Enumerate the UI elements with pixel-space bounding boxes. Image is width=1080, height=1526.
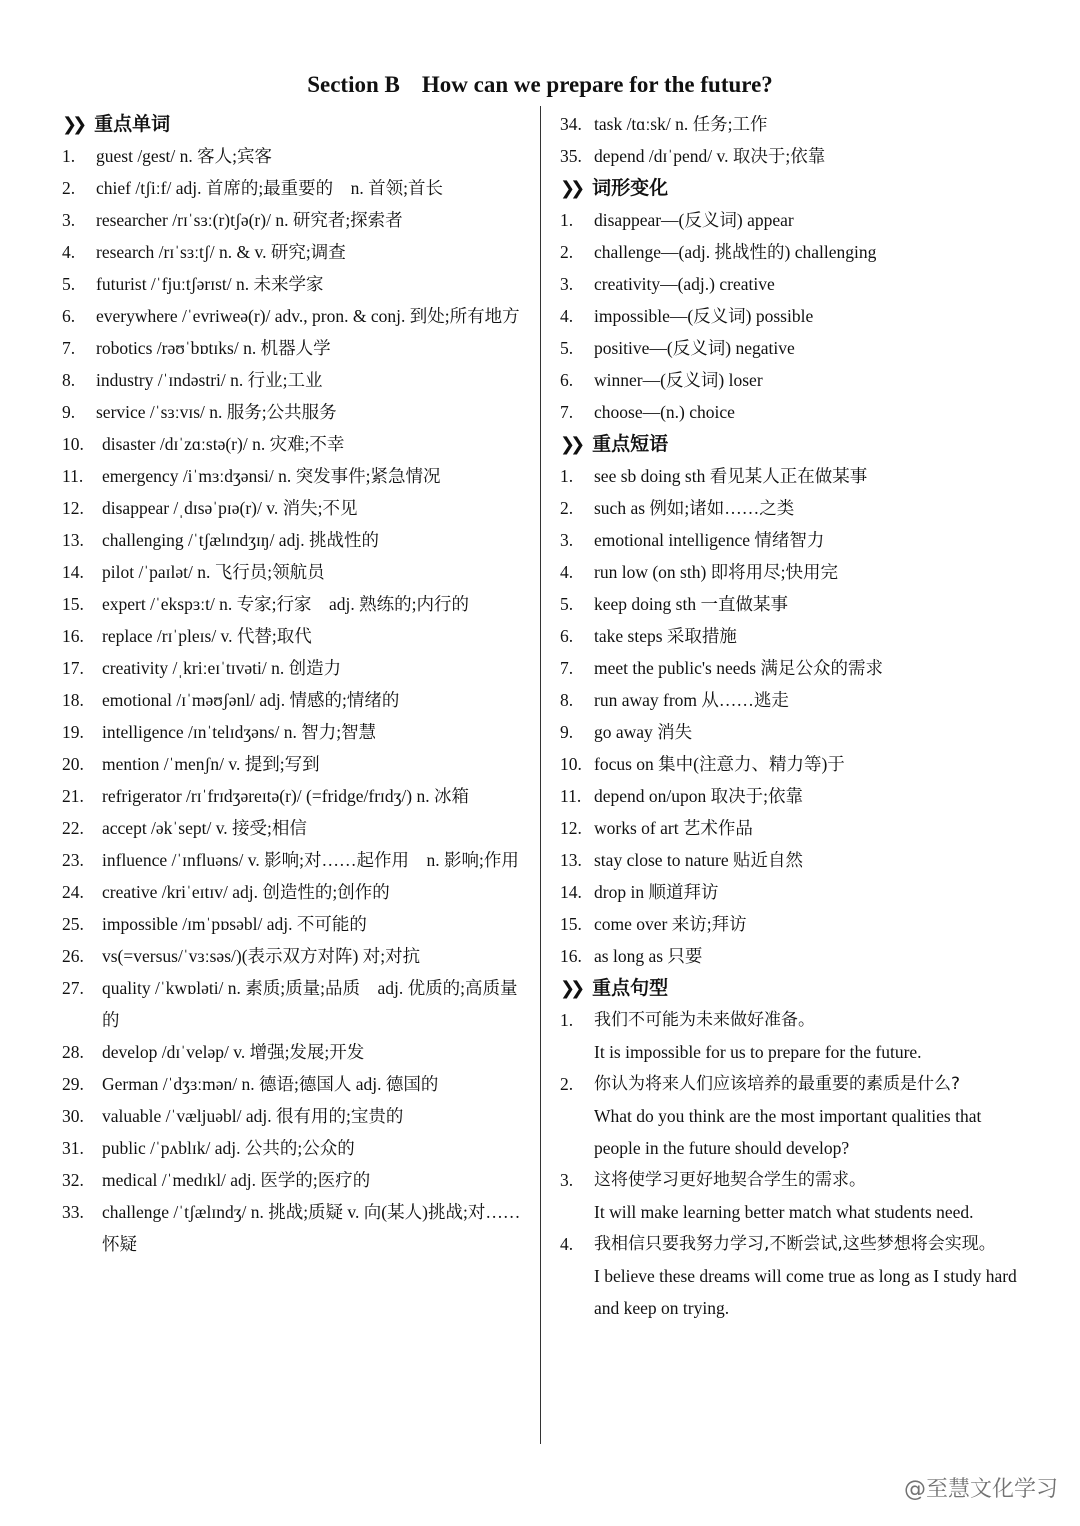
vocab-entry [62, 652, 524, 684]
entry-text: emotional intelligence 情绪智力 [594, 530, 825, 550]
entry-number: 13. [62, 530, 84, 550]
entry-number: 24. [62, 882, 84, 902]
forms-heading [560, 172, 1022, 204]
entry-text: emergency /iˈmɜːdʒənsi/ n. 突发事件;紧急情况 [102, 466, 441, 486]
sentence-chinese: 这将使学习更好地契合学生的需求。 [594, 1170, 866, 1190]
entry-number: 11. [560, 786, 582, 806]
form-entry [560, 396, 1022, 428]
entry-text: mention /ˈmenʃn/ v. 提到;写到 [102, 754, 320, 774]
sentences-list [560, 1004, 1022, 1324]
entry-text: challenge—(adj. 挑战性的) challenging [594, 242, 877, 262]
entry-text: replace /rɪˈpleɪs/ v. 代替;取代 [102, 626, 312, 646]
entry-text: disappear—(反义词) appear [594, 210, 794, 230]
entry-text: accept /əkˈsept/ v. 接受;相信 [102, 818, 307, 838]
entry-number: 11. [62, 466, 84, 486]
entry-text: take steps 采取措施 [594, 626, 737, 646]
entry-number: 4. [62, 242, 76, 262]
entry-number: 9. [62, 402, 76, 422]
vocab-entry [62, 268, 524, 300]
entry-number: 8. [560, 690, 574, 710]
forms-heading-label: 词形变化 [592, 177, 669, 199]
entry-number: 4. [560, 562, 574, 582]
vocab-entry [62, 396, 524, 428]
double-chevron-icon: ❯❯ [560, 978, 581, 999]
phrases-heading [560, 428, 1022, 460]
vocab-entry [62, 940, 524, 972]
entry-text: medical /ˈmedɪkl/ adj. 医学的;医疗的 [102, 1170, 371, 1190]
entry-text: public /ˈpʌblɪk/ adj. 公共的;公众的 [102, 1138, 355, 1158]
entry-number: 1. [560, 210, 574, 230]
form-entry [560, 332, 1022, 364]
entry-text: influence /ˈɪnfluəns/ v. 影响;对……起作用 n. 影响;作用 [102, 850, 519, 870]
vocab-entry [62, 1068, 524, 1100]
vocab-entry [62, 1036, 524, 1068]
entry-text: vs(=versus/ˈvɜːsəs/)(表示双方对阵) 对;对抗 [102, 946, 421, 966]
entry-text: such as 例如;诸如……之类 [594, 498, 795, 518]
vocab-entry [62, 716, 524, 748]
vocab-list [62, 140, 524, 1260]
entry-number: 1. [560, 1010, 574, 1030]
vocab-entry [560, 108, 1022, 140]
entry-text: run away from 从……逃走 [594, 690, 789, 710]
entry-text: creative /kriˈeɪtɪv/ adj. 创造性的;创作的 [102, 882, 390, 902]
phrase-entry [560, 876, 1022, 908]
phrase-entry [560, 940, 1022, 972]
entry-number: 14. [62, 562, 84, 582]
phrase-entry [560, 524, 1022, 556]
entry-text: choose—(n.) choice [594, 402, 735, 422]
vocab-entry [62, 236, 524, 268]
entry-text: task /tɑːsk/ n. 任务;工作 [594, 114, 768, 134]
entry-number: 26. [62, 946, 84, 966]
vocab-heading-label: 重点单词 [94, 113, 171, 135]
entry-number: 15. [560, 914, 582, 934]
sentence-body [594, 1068, 1022, 1164]
entry-number: 29. [62, 1074, 84, 1094]
sentence-entry [560, 1068, 1022, 1164]
entry-number: 3. [560, 274, 574, 294]
entry-text: valuable /ˈvæljuəbl/ adj. 很有用的;宝贵的 [102, 1106, 404, 1126]
entry-number: 35. [560, 146, 582, 166]
phrase-entry [560, 588, 1022, 620]
entry-text: creativity—(adj.) creative [594, 274, 775, 294]
sentence-english: I believe these dreams will come true as long as I study hard and keep on trying. [594, 1266, 1017, 1318]
entry-number: 3. [62, 210, 76, 230]
entry-text: depend on/upon 取决于;依靠 [594, 786, 804, 806]
entry-text: challenging /ˈtʃælɪndʒɪŋ/ adj. 挑战性的 [102, 530, 379, 550]
entry-number: 3. [560, 530, 574, 550]
form-entry [560, 364, 1022, 396]
sentence-entry [560, 1228, 1022, 1324]
phrase-entry [560, 716, 1022, 748]
form-entry [560, 300, 1022, 332]
sentence-english: What do you think are the most important qualities that people in the future should develop? [594, 1106, 982, 1158]
vocab-entry [62, 172, 524, 204]
entry-number: 6. [62, 306, 76, 326]
entry-number: 17. [62, 658, 84, 678]
entry-number: 19. [62, 722, 84, 742]
entry-number: 10. [62, 434, 84, 454]
left-column [62, 108, 524, 1260]
vocab-entry [62, 1164, 524, 1196]
entry-text: depend /dɪˈpend/ v. 取决于;依靠 [594, 146, 826, 166]
double-chevron-icon: ❯❯ [560, 178, 581, 199]
vocab-entry [62, 428, 524, 460]
entry-number: 2. [560, 498, 574, 518]
entry-text: creativity /ˌkriːeɪˈtɪvəti/ n. 创造力 [102, 658, 342, 678]
entry-number: 15. [62, 594, 84, 614]
forms-list [560, 204, 1022, 428]
entry-text: emotional /ɪˈməʊʃənl/ adj. 情感的;情绪的 [102, 690, 400, 710]
double-chevron-icon: ❯❯ [62, 114, 83, 135]
vocab-entry [62, 780, 524, 812]
sentence-entry [560, 1004, 1022, 1068]
entry-text: come over 来访;拜访 [594, 914, 747, 934]
entry-text: pilot /ˈpaɪlət/ n. 飞行员;领航员 [102, 562, 325, 582]
vocab-entry [62, 524, 524, 556]
entry-number: 1. [560, 466, 574, 486]
entry-number: 16. [560, 946, 582, 966]
entry-number: 13. [560, 850, 582, 870]
phrase-entry [560, 844, 1022, 876]
entry-number: 2. [62, 178, 76, 198]
entry-text: positive—(反义词) negative [594, 338, 795, 358]
sentence-body [594, 1004, 1022, 1068]
vocab-entry [62, 140, 524, 172]
form-entry [560, 268, 1022, 300]
entry-number: 7. [62, 338, 76, 358]
entry-number: 23. [62, 850, 84, 870]
entry-number: 28. [62, 1042, 84, 1062]
vocab-entry [62, 1196, 524, 1260]
entry-text: service /ˈsɜːvɪs/ n. 服务;公共服务 [96, 402, 337, 422]
vocab-entry [62, 908, 524, 940]
entry-text: see sb doing sth 看见某人正在做某事 [594, 466, 868, 486]
phrase-entry [560, 908, 1022, 940]
entry-number: 9. [560, 722, 574, 742]
section-label: Section B [307, 72, 400, 97]
vocab-entry [62, 684, 524, 716]
entry-text: intelligence /ɪnˈtelɪdʒəns/ n. 智力;智慧 [102, 722, 377, 742]
vocab-entry [62, 300, 524, 332]
vocab-entry [62, 876, 524, 908]
entry-number: 12. [560, 818, 582, 838]
entry-text: refrigerator /rɪˈfrɪdʒəreɪtə(r)/ (=fridge/frɪdʒ/) n. 冰箱 [102, 786, 469, 806]
vocab-entry [62, 332, 524, 364]
phrase-entry [560, 684, 1022, 716]
entry-text: winner—(反义词) loser [594, 370, 763, 390]
entry-number: 5. [560, 338, 574, 358]
entry-text: researcher /rɪˈsɜː(r)tʃə(r)/ n. 研究者;探索者 [96, 210, 403, 230]
entry-text: robotics /rəʊˈbɒtɪks/ n. 机器人学 [96, 338, 331, 358]
entry-text: disaster /dɪˈzɑːstə(r)/ n. 灾难;不幸 [102, 434, 345, 454]
entry-text: go away 消失 [594, 722, 693, 742]
entry-text: develop /dɪˈveləp/ v. 增强;发展;开发 [102, 1042, 365, 1062]
entry-text: disappear /ˌdɪsəˈpɪə(r)/ v. 消失;不见 [102, 498, 358, 518]
entry-text: research /rɪˈsɜːtʃ/ n. & v. 研究;调查 [96, 242, 346, 262]
entry-number: 14. [560, 882, 582, 902]
form-entry [560, 236, 1022, 268]
entry-number: 25. [62, 914, 84, 934]
sentence-english: It is impossible for us to prepare for the future. [594, 1042, 922, 1062]
vocab-entry [62, 460, 524, 492]
sentence-chinese: 我们不可能为未来做好准备。 [594, 1010, 815, 1030]
entry-number: 30. [62, 1106, 84, 1126]
vocab-entry [62, 588, 524, 620]
phrase-entry [560, 556, 1022, 588]
entry-text: challenge /ˈtʃælɪndʒ/ n. 挑战;质疑 v. 向(某人)挑战;对……怀疑 [102, 1202, 521, 1254]
entry-number: 7. [560, 402, 574, 422]
vocab-entry [62, 1132, 524, 1164]
vocab-entry [62, 204, 524, 236]
vocab-entry [62, 748, 524, 780]
entry-number: 2. [560, 242, 574, 262]
entry-number: 18. [62, 690, 84, 710]
entry-number: 20. [62, 754, 84, 774]
form-entry [560, 204, 1022, 236]
entry-text: run low (on sth) 即将用尽;快用完 [594, 562, 839, 582]
vocab-entry [62, 556, 524, 588]
vocab-entry [62, 620, 524, 652]
vocab-list-continued [560, 108, 1022, 172]
vocab-entry [62, 812, 524, 844]
sentences-heading-label: 重点句型 [592, 977, 669, 999]
sentences-heading [560, 972, 1022, 1004]
page-title [0, 72, 1080, 98]
vocab-entry [62, 1100, 524, 1132]
entry-number: 6. [560, 370, 574, 390]
sentence-entry [560, 1164, 1022, 1228]
entry-number: 5. [62, 274, 76, 294]
watermark: @至慧文化学习 [903, 1477, 1058, 1502]
entry-text: as long as 只要 [594, 946, 703, 966]
phrase-entry [560, 652, 1022, 684]
entry-number: 33. [62, 1202, 84, 1222]
entry-number: 31. [62, 1138, 84, 1158]
phrase-entry [560, 812, 1022, 844]
phrases-list [560, 460, 1022, 972]
phrases-heading-label: 重点短语 [592, 433, 669, 455]
sentence-chinese: 我相信只要我努力学习,不断尝试,这些梦想将会实现。 [594, 1234, 996, 1254]
phrase-entry [560, 620, 1022, 652]
entry-text: futurist /ˈfjuːtʃərɪst/ n. 未来学家 [96, 274, 324, 294]
entry-text: industry /ˈɪndəstri/ n. 行业;工业 [96, 370, 323, 390]
entry-number: 7. [560, 658, 574, 678]
entry-text: guest /gest/ n. 客人;宾客 [96, 146, 272, 166]
entry-text: drop in 顺道拜访 [594, 882, 719, 902]
column-divider [540, 106, 541, 1444]
entry-number: 34. [560, 114, 582, 134]
entry-number: 5. [560, 594, 574, 614]
vocab-entry [62, 844, 524, 876]
phrase-entry [560, 460, 1022, 492]
entry-number: 4. [560, 1234, 574, 1254]
entry-text: stay close to nature 贴近自然 [594, 850, 803, 870]
entry-text: expert /ˈekspɜːt/ n. 专家;行家 adj. 熟练的;内行的 [102, 594, 470, 614]
phrase-entry [560, 780, 1022, 812]
entry-text: impossible /ɪmˈpɒsəbl/ adj. 不可能的 [102, 914, 367, 934]
entry-text: quality /ˈkwɒləti/ n. 素质;质量;品质 adj. 优质的;高质量的 [102, 978, 518, 1030]
vocab-entry [62, 492, 524, 524]
double-chevron-icon: ❯❯ [560, 434, 581, 455]
right-column [560, 108, 1022, 1324]
entry-number: 2. [560, 1074, 574, 1094]
entry-text: keep doing sth 一直做某事 [594, 594, 788, 614]
entry-text: chief /tʃiːf/ adj. 首席的;最重要的 n. 首领;首长 [96, 178, 444, 198]
vocab-entry [560, 140, 1022, 172]
sentence-body [594, 1228, 1022, 1324]
entry-number: 3. [560, 1170, 574, 1190]
entry-number: 1. [62, 146, 76, 166]
vocab-entry [62, 364, 524, 396]
entry-number: 21. [62, 786, 84, 806]
entry-number: 27. [62, 978, 84, 998]
entry-number: 10. [560, 754, 582, 774]
entry-number: 16. [62, 626, 84, 646]
phrase-entry [560, 492, 1022, 524]
entry-number: 4. [560, 306, 574, 326]
entry-text: works of art 艺术作品 [594, 818, 753, 838]
entry-number: 6. [560, 626, 574, 646]
vocab-entry [62, 972, 524, 1036]
entry-number: 32. [62, 1170, 84, 1190]
entry-number: 12. [62, 498, 84, 518]
sentence-chinese: 你认为将来人们应该培养的最重要的素质是什么? [594, 1074, 961, 1094]
entry-text: impossible—(反义词) possible [594, 306, 814, 326]
sentence-body [594, 1164, 1022, 1228]
entry-number: 22. [62, 818, 84, 838]
entry-text: meet the public's needs 满足公众的需求 [594, 658, 883, 678]
entry-text: German /ˈdʒɜːmən/ n. 德语;德国人 adj. 德国的 [102, 1074, 439, 1094]
section-question: How can we prepare for the future? [421, 72, 773, 97]
sentence-english: It will make learning better match what students need. [594, 1202, 974, 1222]
entry-text: focus on 集中(注意力、精力等)于 [594, 754, 845, 774]
phrase-entry [560, 748, 1022, 780]
vocab-heading [62, 108, 524, 140]
entry-text: everywhere /ˈevriweə(r)/ adv., pron. & conj. 到处;所有地方 [96, 306, 520, 326]
entry-number: 8. [62, 370, 76, 390]
